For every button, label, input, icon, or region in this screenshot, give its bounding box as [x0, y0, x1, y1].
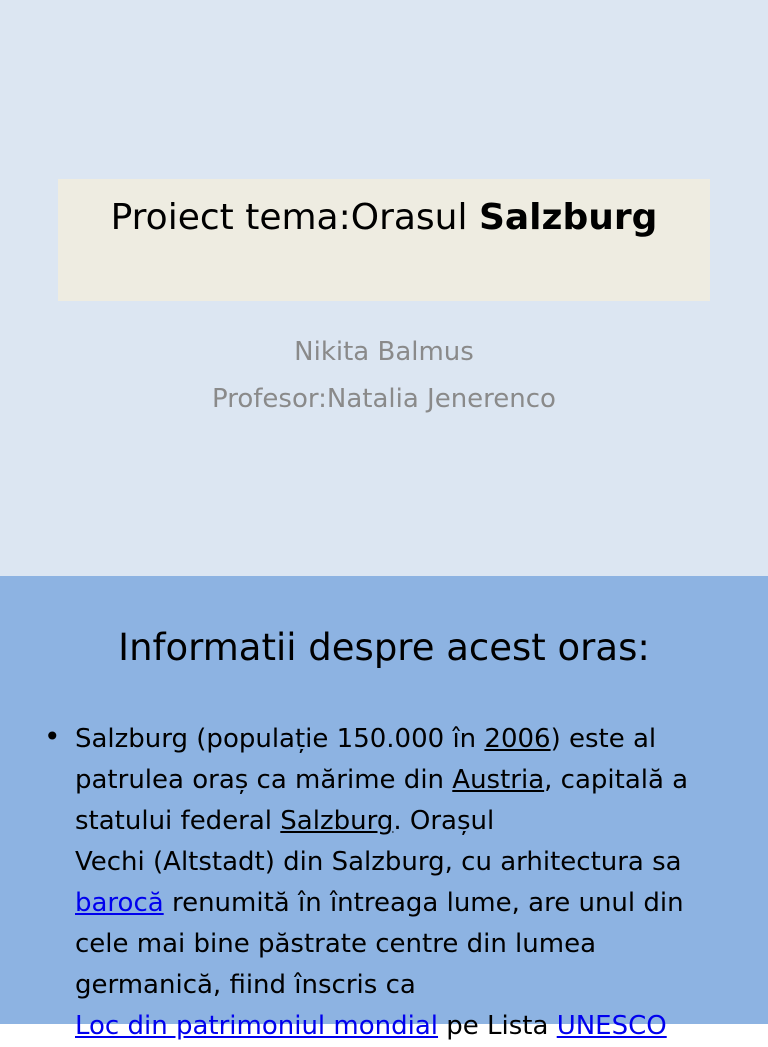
- text-line: [75, 760, 735, 801]
- teacher-name: Profesor:Natalia Jenerenco: [212, 384, 556, 414]
- link-salzburg[interactable]: Salzburg: [280, 806, 394, 836]
- text-segment: renumită în întreaga lume, are unul din: [163, 888, 684, 918]
- title-bold: Salzburg: [478, 197, 658, 238]
- author-name: Nikita Balmus: [294, 337, 474, 367]
- text-line: [75, 883, 735, 924]
- text-segment: patrulea oraș ca mărime din: [75, 765, 453, 795]
- text-line: cele mai bine păstrate centre din lumea: [75, 929, 597, 959]
- link-unesco[interactable]: UNESCO: [556, 1011, 667, 1041]
- text-segment: statului federal: [75, 806, 281, 836]
- text-line: Vechi (Altstadt) din Salzburg, cu arhitectura sa: [75, 847, 682, 877]
- text-segment: pe Lista: [438, 1011, 557, 1041]
- link-2006[interactable]: 2006: [484, 724, 551, 754]
- info-paragraph: [75, 719, 735, 1047]
- text-segment: . Orașul: [393, 806, 495, 836]
- text-segment: ) este al: [550, 724, 657, 754]
- link-baroca[interactable]: barocă: [75, 888, 164, 918]
- link-austria[interactable]: Austria: [452, 765, 545, 795]
- text-line: [75, 719, 735, 760]
- info-slide: [0, 576, 768, 1041]
- link-patrimoniu[interactable]: Loc din patrimoniul mondial: [75, 1011, 439, 1041]
- bullet-marker: •: [44, 720, 61, 753]
- title-prefix: Proiect tema:Orasul: [110, 197, 479, 238]
- slide-title: [58, 197, 710, 238]
- title-box: [58, 179, 710, 301]
- text-line: [75, 801, 735, 842]
- text-segment: , capitală a: [544, 765, 689, 795]
- text-line: germanică, fiind înscris ca: [75, 970, 416, 1000]
- text-line: [75, 1006, 735, 1047]
- text-segment: Salzburg (populație 150.000 în: [75, 724, 485, 754]
- info-heading: Informatii despre acest oras:: [118, 626, 650, 669]
